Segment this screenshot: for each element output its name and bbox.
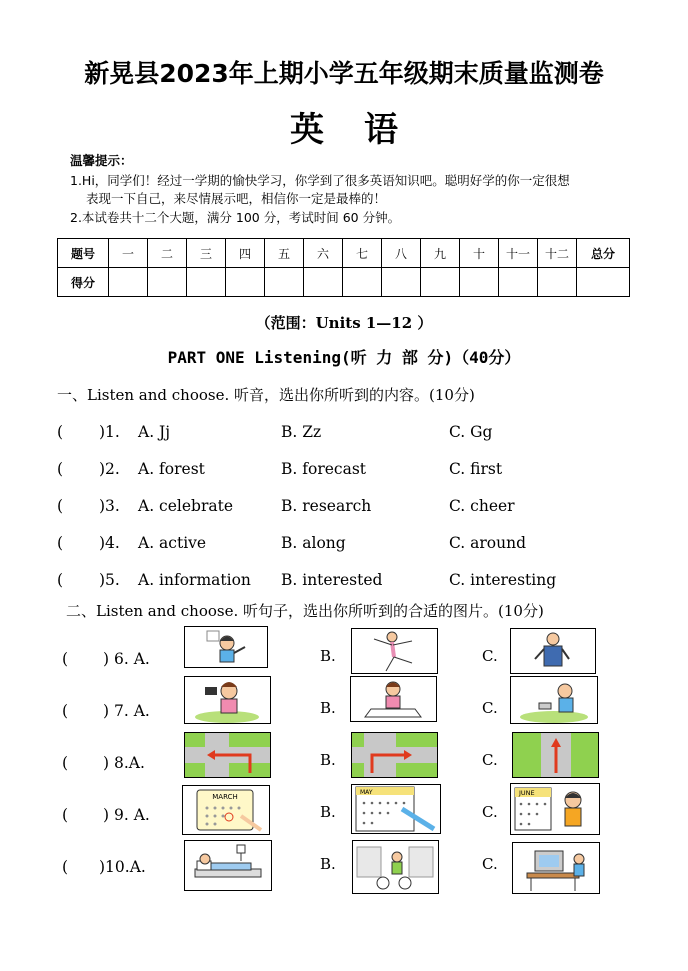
picture-9c[interactable] xyxy=(510,783,600,835)
picture-10b[interactable] xyxy=(352,840,439,894)
girl-camera-icon xyxy=(185,677,270,723)
score-input-cell[interactable] xyxy=(421,268,460,297)
score-cell: 题号 xyxy=(58,239,109,268)
score-input-cell[interactable] xyxy=(109,268,148,297)
picture-7a[interactable] xyxy=(184,676,271,724)
option-c: C. Gg xyxy=(449,423,493,441)
subject-title: 英语 xyxy=(290,110,438,150)
option-b-label: B. xyxy=(320,751,336,769)
score-cell: 总分 xyxy=(577,239,630,268)
score-input-cell[interactable] xyxy=(343,268,382,297)
option-b-label: B. xyxy=(320,855,336,873)
option-a: A. Jj xyxy=(138,423,171,441)
calendar-month-label: MAY xyxy=(360,789,373,796)
picture-10a[interactable] xyxy=(184,840,272,891)
boy-computer-icon xyxy=(513,843,599,893)
question-number: )4. xyxy=(99,534,120,552)
answer-paren[interactable]: ( xyxy=(62,702,69,720)
option-b: B. research xyxy=(281,497,372,515)
calendar-march-icon xyxy=(183,786,269,834)
picture-7b[interactable] xyxy=(350,676,437,722)
answer-paren[interactable]: ( xyxy=(62,806,69,824)
answer-paren[interactable]: ( xyxy=(57,571,64,589)
picture-7c[interactable] xyxy=(510,676,598,724)
option-c: C. around xyxy=(449,534,527,552)
picture-10c[interactable] xyxy=(512,842,600,894)
score-input-cell[interactable] xyxy=(460,268,499,297)
range-note: （范围：Units 1—12 ） xyxy=(255,314,433,332)
option-b: B. Zz xyxy=(281,423,322,441)
answer-paren[interactable]: ( xyxy=(62,858,69,876)
go-straight-arrow-icon xyxy=(513,733,598,777)
boy-icon xyxy=(185,627,267,667)
option-c-label: C. xyxy=(482,855,498,873)
turn-right-arrow-icon xyxy=(352,733,437,777)
score-header-row xyxy=(58,239,630,268)
hospital-bed-icon xyxy=(185,841,271,890)
option-b: B. along xyxy=(281,534,346,552)
picture-8b[interactable] xyxy=(351,732,438,778)
picture-6b[interactable] xyxy=(351,628,438,674)
calendar-month-label: MARCH xyxy=(212,793,238,801)
answer-paren[interactable]: ( xyxy=(57,497,64,515)
tips-heading: 温馨提示： xyxy=(70,153,133,168)
calendar-may-icon xyxy=(352,785,440,833)
option-a: A. active xyxy=(138,534,207,552)
option-c: C. first xyxy=(449,460,503,478)
score-input-cell[interactable] xyxy=(304,268,343,297)
score-input-cell[interactable] xyxy=(265,268,304,297)
score-cell: 六 xyxy=(304,239,343,268)
score-input-cell[interactable] xyxy=(538,268,577,297)
picture-8c[interactable] xyxy=(512,732,599,778)
option-a: A. celebrate xyxy=(138,497,234,515)
girl-writing-icon xyxy=(351,677,436,721)
option-b-label: B. xyxy=(320,699,336,717)
answer-paren[interactable]: ( xyxy=(57,534,64,552)
tip-line-1-cont: 表现一下自己，来尽情展示吧，相信你一定是最棒的！ xyxy=(86,191,387,206)
score-cell: 三 xyxy=(187,239,226,268)
score-input-cell[interactable] xyxy=(499,268,538,297)
girl-calendar-june-icon xyxy=(511,784,599,834)
question-number: ) 6. A. xyxy=(103,650,150,668)
score-cell: 四 xyxy=(226,239,265,268)
question-number: )1. xyxy=(99,423,120,441)
option-a: A. information xyxy=(138,571,251,589)
exam-title: 新晃县2023年上期小学五年级期末质量监测卷 xyxy=(84,59,604,88)
man-icon xyxy=(511,629,595,673)
score-cell: 五 xyxy=(265,239,304,268)
score-value-row xyxy=(58,268,630,297)
score-cell: 七 xyxy=(343,239,382,268)
score-cell: 九 xyxy=(421,239,460,268)
answer-paren[interactable]: ( xyxy=(62,754,69,772)
option-c-label: C. xyxy=(482,699,498,717)
score-input-cell[interactable] xyxy=(187,268,226,297)
option-c: C. cheer xyxy=(449,497,515,515)
tip-line-2: 2.本试卷共十二个大题，满分 100 分，考试时间 60 分钟。 xyxy=(70,210,401,225)
question-number: )10.A. xyxy=(99,858,146,876)
question-number: ) 7. A. xyxy=(103,702,150,720)
option-b-label: B. xyxy=(320,803,336,821)
score-cell: 八 xyxy=(382,239,421,268)
score-cell: 十 xyxy=(460,239,499,268)
option-c: C. interesting xyxy=(449,571,557,589)
question-number: )5. xyxy=(99,571,120,589)
picture-6a[interactable] xyxy=(184,626,268,668)
picture-8a[interactable] xyxy=(184,732,271,778)
answer-paren[interactable]: ( xyxy=(57,460,64,478)
score-cell: 二 xyxy=(148,239,187,268)
answer-paren[interactable]: ( xyxy=(62,650,69,668)
picture-9b[interactable] xyxy=(351,784,441,834)
option-a: A. forest xyxy=(138,460,205,478)
question-number: ) 8.A. xyxy=(103,754,145,772)
picture-6c[interactable] xyxy=(510,628,596,674)
turn-left-arrow-icon xyxy=(185,733,270,777)
score-input-cell[interactable] xyxy=(382,268,421,297)
question-number: )3. xyxy=(99,497,120,515)
section1-heading: 一、Listen and choose. 听音，选出你所听到的内容。(10分) xyxy=(57,386,475,404)
score-cell: 十一 xyxy=(499,239,538,268)
score-input-cell[interactable] xyxy=(226,268,265,297)
score-input-cell[interactable] xyxy=(577,268,630,297)
option-c-label: C. xyxy=(482,751,498,769)
option-b-label: B. xyxy=(320,647,336,665)
score-input-cell[interactable] xyxy=(148,268,187,297)
boy-phone-icon xyxy=(511,677,597,723)
option-c-label: C. xyxy=(482,647,498,665)
boy-cycling-icon xyxy=(353,841,438,893)
part-one-heading: PART ONE Listening(听 力 部 分)（40分） xyxy=(167,348,521,367)
dancing-girl-icon xyxy=(352,629,437,673)
tip-line-1: 1.Hi，同学们！经过一学期的愉快学习，你学到了很多英语知识吧。聪明好学的你一定很想 xyxy=(70,173,570,188)
score-cell: 十二 xyxy=(538,239,577,268)
score-row-label: 得分 xyxy=(58,268,109,297)
score-table xyxy=(57,238,630,297)
picture-9a[interactable] xyxy=(182,785,270,835)
option-b: B. interested xyxy=(281,571,383,589)
score-cell: 一 xyxy=(109,239,148,268)
calendar-month-label: JUNE xyxy=(519,789,535,797)
section2-heading: 二、Listen and choose. 听句子，选出你所听到的合适的图片。(10分) xyxy=(66,602,544,620)
answer-paren[interactable]: ( xyxy=(57,423,64,441)
question-number: )2. xyxy=(99,460,120,478)
option-b: B. forecast xyxy=(281,460,367,478)
question-number: ) 9. A. xyxy=(103,806,150,824)
option-c-label: C. xyxy=(482,803,498,821)
